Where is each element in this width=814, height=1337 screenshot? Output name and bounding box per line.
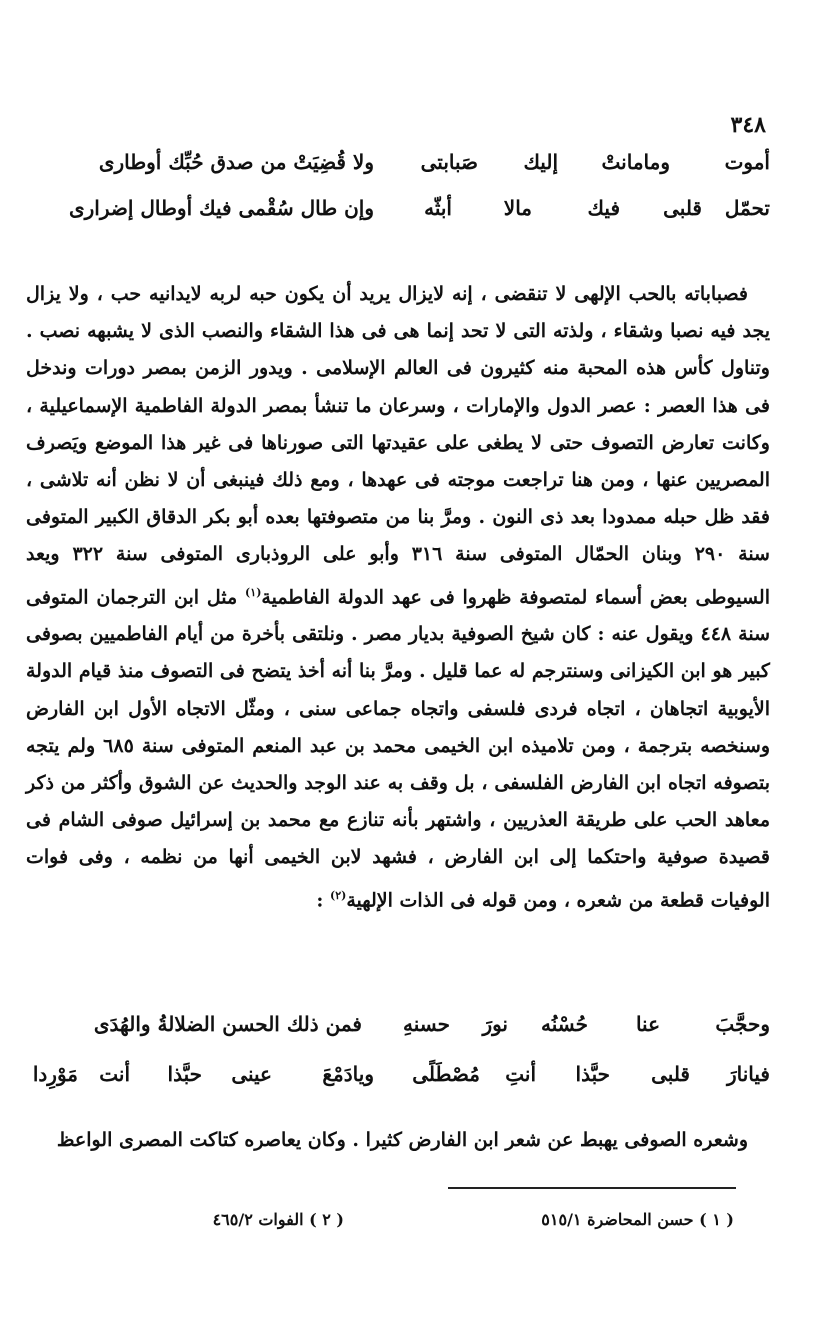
verse-word: حُسْنُه xyxy=(541,1012,588,1036)
text-line: دورات وندخل فى هذا العصر : عصر الدول والإمارات ، وسرعان ما تنشأ بمصر الدولة الفاطمية xyxy=(26,357,770,417)
text-line: الدقاق الكبير المتوفى سنة ٢٩٠ وبنان الحمّال المتوفى سنة ٣١٦ وأبو على الروذبارى المتوفى سنة ٣٢٢ xyxy=(26,506,770,566)
verse-line xyxy=(30,150,770,190)
text-line: الإسماعيلية ، وكانت تعارض التصوف حتى لا يطغى على عقيدتها التى صورناها فى غير هذا xyxy=(26,394,770,454)
text-line: نصب . وتناول كأس هذه المحبة منه كثيرون فى العالم الإسلامى . ويدور الزمن بمصر xyxy=(26,320,770,380)
verse-word: عينى xyxy=(231,1062,272,1086)
verse-word: وحجَّبَ xyxy=(715,1012,770,1036)
verse-word: تحمّل xyxy=(724,196,770,220)
page-number: ٣٤٨ xyxy=(730,112,766,138)
verse-word: فيانارَ xyxy=(726,1062,770,1086)
text-line: ابن الكيزانى وسنترجم له عما قليل . ومرَّ بنا أنه أخذ يتضح فى التصوف منذ قيام الدولة الأيوبية xyxy=(26,660,770,720)
text-line: ويعد السيوطى بعض أسماء لمتصوفة ظهروا فى عهد الدولة الفاطمية xyxy=(26,543,770,608)
verse-word: أنتِ xyxy=(505,1062,536,1086)
verse-word: فيك xyxy=(587,196,620,220)
verse-word: نورَ xyxy=(482,1012,508,1036)
verse-word: صَبابتى xyxy=(420,150,478,174)
verse-word: ويادَمْعَ xyxy=(322,1062,374,1086)
text-line: مثل ابن الترجمان المتوفى سنة xyxy=(26,585,770,646)
footnote-2: ( ٢ ) الفوات ٤٦٥/٢ xyxy=(212,1210,344,1229)
verse-word: إليك xyxy=(523,150,558,174)
text-line: شعره ، ومن قوله فى الذات الإلهية xyxy=(346,888,623,911)
verse-word: ومامانتْ xyxy=(601,150,670,174)
text-line: ولا يزال يجد فيه نصبا وشقاء ، ولذته التى لا تحد إنما هى فى هذا الشقاء والنصب الذى لا يشبهه xyxy=(26,283,770,343)
verse-word: عنا xyxy=(635,1012,660,1036)
text-line: ابن الفارض الفلسفى ، بل وقف به عند الوجد والحديث عن الشوق وأكثر من ذكر معاهد الحب xyxy=(26,771,771,832)
text-line: ٤٤٨ ويقول عنه : كان شيخ الصوفية بديار مصر . ونلتقى بأخرة من أيام الفاطميين بصوفى كبير هو xyxy=(26,623,770,683)
verse-hemistich: وإن طال سُقْمى فيك أوطال إضرارى xyxy=(68,196,374,220)
text-line: فصباباته بالحب الإلهى لا تنقضى ، إنه لايزال يريد أن يكون حبه لربه لايدانيه حب ، xyxy=(96,283,748,305)
verse-word: حبَّذا xyxy=(167,1062,202,1086)
verse-word: قلبى xyxy=(651,1062,690,1086)
verse-word: مَوْرِدا xyxy=(32,1062,78,1086)
verse-word: حسنهِ xyxy=(403,1012,450,1036)
text-line: اتجاهان ، اتجاه فردى فلسفى واتجاه جماعى سنى ، ومثّل الاتجاه الأول ابن الفارض وسنخصه xyxy=(26,697,770,757)
body-paragraph xyxy=(26,276,770,919)
footnote-1: ( ١ ) حسن المحاضرة ٥١٥/١ xyxy=(541,1210,734,1229)
verse-hemistich: فمن ذلك الحسن الضلالةُ والهُدَى xyxy=(93,1012,362,1036)
verse-word: أبثّه xyxy=(424,196,452,220)
footnote-divider xyxy=(448,1187,736,1189)
verse-word: أموت xyxy=(724,150,770,174)
verse-word: مُصْطَلًى xyxy=(412,1062,480,1086)
text-line: بترجمة ، ومن تلاميذه ابن الخيمى محمد بن عبد المنعم المتوفى سنة ٦٨٥ ولم يتجه بتصوفه اتجاه xyxy=(26,734,770,794)
verse-word: حبَّذا xyxy=(575,1062,610,1086)
verse-word: مالا xyxy=(503,196,532,220)
verse-word: قلبى xyxy=(663,196,702,220)
body-paragraph: وشعره الصوفى يهبط عن شعر ابن الفارض كثيرا . وكان يعاصره كتاكت المصرى الواعظ xyxy=(56,1129,748,1151)
footnote-ref-1: (١) xyxy=(245,585,262,599)
text-line: واحتكما إلى ابن الفارض ، فشهد لابن الخيمى أنها من نظمه ، وفى فوات الوفيات قطعة من xyxy=(26,846,770,911)
verse-hemistich: ولا قُضِيَتْ من صدق حُبِّك أوطارى xyxy=(98,150,374,174)
footnote-ref-2: (٢) xyxy=(329,888,347,902)
verse-line xyxy=(30,1062,770,1102)
verse-line xyxy=(30,1012,770,1052)
text-line: الموضع ويَصرف المصريين عنها ، ومن هنا تراجعت موجته فى عهدها ، ومع ذلك فينبغى أن xyxy=(26,431,770,492)
text-line: : xyxy=(316,888,330,911)
text-line: لا نظن أنه تلاشى ، فقد ظل حبله ممدودا بعد ذى النون . ومرَّ بنا من متصوفتها بعده أبو بكر xyxy=(26,469,770,529)
text-line: على طريقة العذريين ، واشتهر بأنه تنازع مع محمد بن إسرائيل صوفى الشام فى قصيدة صوفية xyxy=(26,809,770,869)
verse-word: أنت xyxy=(99,1062,130,1086)
verse-line xyxy=(30,196,770,236)
